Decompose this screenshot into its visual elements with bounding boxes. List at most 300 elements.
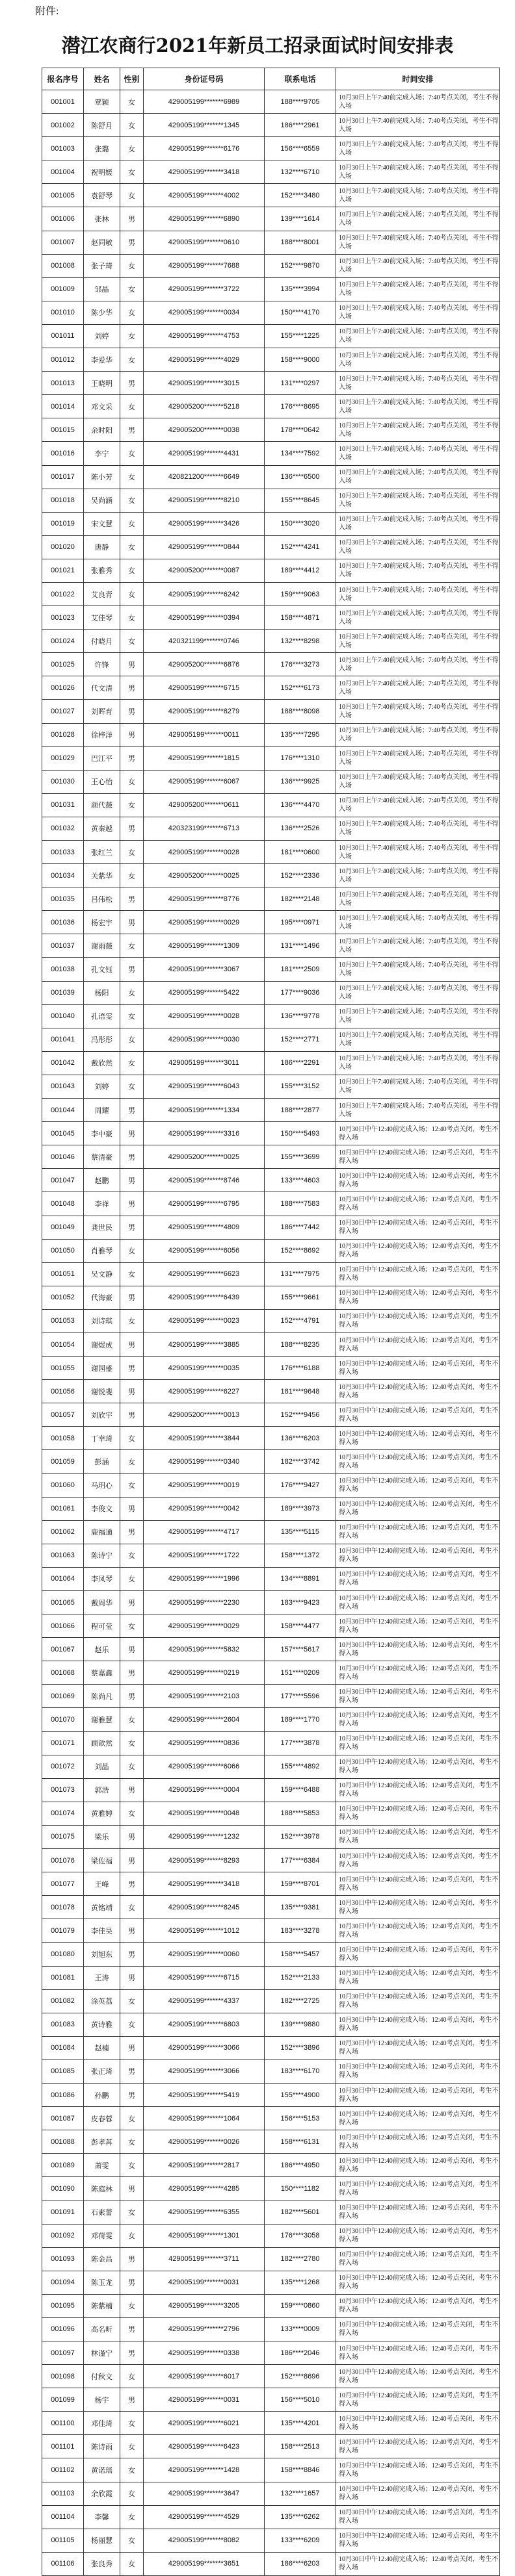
table-row <box>42 2552 500 2575</box>
cell-phone: 182****2148 <box>265 887 336 911</box>
cell-gender: 男 <box>120 1685 144 1708</box>
cell-registration-no: 001063 <box>42 1544 84 1567</box>
cell-schedule: 10月30日上午7:40前完成入场；7:40考点关闭，考生不得入场 <box>336 582 500 606</box>
header-phone: 联系电话 <box>265 68 336 90</box>
table-row <box>42 817 500 840</box>
cell-registration-no: 001043 <box>42 1075 84 1098</box>
cell-phone: 133****0009 <box>265 2317 336 2341</box>
cell-phone: 176****8695 <box>265 395 336 418</box>
cell-gender: 女 <box>120 1731 144 1755</box>
cell-schedule: 10月30日中午12:40前完成入场；12:40考点关闭，考生不得入场 <box>336 2458 500 2482</box>
cell-name: 王心怡 <box>84 770 120 793</box>
cell-registration-no: 001007 <box>42 231 84 254</box>
cell-registration-no: 001012 <box>42 348 84 372</box>
cell-id-number: 429005199*******3015 <box>144 372 265 395</box>
cell-name: 邓荷雯 <box>84 2224 120 2247</box>
cell-phone: 152****9456 <box>265 1403 336 1427</box>
table-row <box>42 700 500 723</box>
cell-id-number: 429005199*******6439 <box>144 1286 265 1309</box>
cell-gender: 女 <box>120 864 144 887</box>
cell-schedule: 10月30日上午7:40前完成入场；7:40考点关闭，考生不得入场 <box>336 934 500 958</box>
cell-name: 赵同敏 <box>84 231 120 254</box>
cell-id-number: 429005199*******0394 <box>144 606 265 630</box>
cell-schedule: 10月30日上午7:40前完成入场；7:40考点关闭，考生不得入场 <box>336 746 500 770</box>
cell-gender: 女 <box>120 2200 144 2224</box>
cell-name: 鹿福通 <box>84 1520 120 1544</box>
cell-name: 吴文静 <box>84 1262 120 1286</box>
cell-registration-no: 001033 <box>42 841 84 864</box>
cell-id-number: 429005199*******1301 <box>144 2224 265 2247</box>
cell-name: 石素蕾 <box>84 2200 120 2224</box>
cell-schedule: 10月30日中午12:40前完成入场；12:40考点关闭，考生不得入场 <box>336 1192 500 1216</box>
cell-id-number: 429005199*******0034 <box>144 301 265 324</box>
cell-name: 陈诗宁 <box>84 1544 120 1567</box>
cell-registration-no: 001066 <box>42 1614 84 1638</box>
cell-registration-no: 001044 <box>42 1099 84 1122</box>
cell-id-number: 429005199*******0031 <box>144 2271 265 2294</box>
cell-schedule: 10月30日中午12:40前完成入场；12:40考点关闭，考生不得入场 <box>336 2060 500 2083</box>
cell-schedule: 10月30日中午12:40前完成入场；12:40考点关闭，考生不得入场 <box>336 1216 500 1239</box>
cell-phone: 139****1614 <box>265 207 336 231</box>
cell-schedule: 10月30日上午7:40前完成入场；7:40考点关闭，考生不得入场 <box>336 841 500 864</box>
cell-gender: 女 <box>120 395 144 418</box>
cell-gender: 男 <box>120 1357 144 1380</box>
cell-phone: 176****6188 <box>265 1357 336 1380</box>
cell-name: 李俊文 <box>84 1497 120 1520</box>
cell-schedule: 10月30日中午12:40前完成入场；12:40考点关闭，考生不得入场 <box>336 2552 500 2575</box>
cell-name: 刘婷 <box>84 324 120 348</box>
cell-id-number: 429005199*******0030 <box>144 1028 265 1051</box>
cell-name: 余时阳 <box>84 418 120 442</box>
annex-label: 附件: <box>35 6 59 17</box>
table-row <box>42 887 500 911</box>
cell-name: 马玥心 <box>84 1473 120 1497</box>
cell-registration-no: 001069 <box>42 1685 84 1708</box>
cell-phone: 189****1770 <box>265 1708 336 1731</box>
cell-registration-no: 001001 <box>42 90 84 114</box>
table-row <box>42 1520 500 1544</box>
table-row <box>42 1262 500 1286</box>
cell-schedule: 10月30日上午7:40前完成入场；7:40考点关闭，考生不得入场 <box>336 395 500 418</box>
cell-name: 谢煜成 <box>84 1333 120 1356</box>
cell-name: 谢雅慧 <box>84 1708 120 1731</box>
cell-gender: 女 <box>120 1075 144 1098</box>
cell-phone: 152****3978 <box>265 1825 336 1848</box>
cell-id-number: 429005199*******0031 <box>144 2388 265 2412</box>
cell-name: 张林 <box>84 207 120 231</box>
cell-id-number: 429005199*******3066 <box>144 2060 265 2083</box>
cell-gender: 女 <box>120 137 144 160</box>
table-row <box>42 653 500 676</box>
table-row <box>42 2294 500 2317</box>
header-schedule: 时间安排 <box>336 68 500 90</box>
cell-schedule: 10月30日中午12:40前完成入场；12:40考点关闭，考生不得入场 <box>336 1333 500 1356</box>
cell-gender: 男 <box>120 372 144 395</box>
cell-registration-no: 001083 <box>42 2013 84 2036</box>
table-row <box>42 1004 500 1028</box>
cell-id-number: 429005199*******0035 <box>144 1357 265 1380</box>
cell-name: 颜代薇 <box>84 793 120 817</box>
cell-name: 张良秀 <box>84 2552 120 2575</box>
table-row <box>42 1099 500 1122</box>
cell-gender: 男 <box>120 958 144 981</box>
table-row <box>42 465 500 489</box>
cell-name: 皮春蓉 <box>84 2107 120 2130</box>
cell-schedule: 10月30日中午12:40前完成入场；12:40考点关闭，考生不得入场 <box>336 1825 500 1848</box>
cell-gender: 女 <box>120 184 144 207</box>
cell-gender: 女 <box>120 1239 144 1262</box>
table-row <box>42 1145 500 1169</box>
cell-name: 刘晶 <box>84 1755 120 1778</box>
cell-registration-no: 001096 <box>42 2317 84 2341</box>
table-row <box>42 2388 500 2412</box>
cell-name: 丁幸琦 <box>84 1427 120 1450</box>
cell-phone: 150****5493 <box>265 1122 336 1145</box>
cell-registration-no: 001062 <box>42 1520 84 1544</box>
cell-registration-no: 001081 <box>42 1966 84 1989</box>
cell-schedule: 10月30日中午12:40前完成入场；12:40考点关闭，考生不得入场 <box>336 1544 500 1567</box>
cell-id-number: 429005199*******0219 <box>144 1661 265 1685</box>
cell-id-number: 429005199*******3711 <box>144 2247 265 2271</box>
cell-registration-no: 001002 <box>42 114 84 137</box>
cell-gender: 女 <box>120 301 144 324</box>
cell-schedule: 10月30日中午12:40前完成入场；12:40考点关闭，考生不得入场 <box>336 1966 500 1989</box>
table-row <box>42 1685 500 1708</box>
cell-schedule: 10月30日中午12:40前完成入场；12:40考点关闭，考生不得入场 <box>336 2365 500 2388</box>
cell-schedule: 10月30日中午12:40前完成入场；12:40考点关闭，考生不得入场 <box>336 2412 500 2435</box>
cell-schedule: 10月30日中午12:40前完成入场；12:40考点关闭，考生不得入场 <box>336 2177 500 2200</box>
cell-schedule: 10月30日中午12:40前完成入场；12:40考点关闭，考生不得入场 <box>336 1638 500 1661</box>
table-row <box>42 723 500 746</box>
cell-registration-no: 001020 <box>42 535 84 559</box>
cell-gender: 女 <box>120 324 144 348</box>
cell-schedule: 10月30日上午7:40前完成入场；7:40考点关闭，考生不得入场 <box>336 324 500 348</box>
table-row <box>42 2435 500 2458</box>
cell-gender: 男 <box>120 676 144 700</box>
cell-schedule: 10月30日中午12:40前完成入场；12:40考点关闭，考生不得入场 <box>336 1849 500 1872</box>
cell-registration-no: 001016 <box>42 442 84 465</box>
cell-id-number: 429005199*******0610 <box>144 231 265 254</box>
table-row <box>42 2458 500 2482</box>
cell-gender: 男 <box>120 2247 144 2271</box>
cell-id-number: 429005199*******3418 <box>144 160 265 184</box>
cell-phone: 188****5853 <box>265 1802 336 1825</box>
cell-name: 艾佳琴 <box>84 606 120 630</box>
cell-schedule: 10月30日上午7:40前完成入场；7:40考点关闭，考生不得入场 <box>336 864 500 887</box>
cell-id-number: 429005199*******3316 <box>144 1122 265 1145</box>
cell-id-number: 429005199*******0844 <box>144 535 265 559</box>
cell-phone: 152****3480 <box>265 184 336 207</box>
cell-name: 谢园盛 <box>84 1357 120 1380</box>
cell-name: 黄秦越 <box>84 817 120 840</box>
cell-id-number: 429005199*******4809 <box>144 1216 265 1239</box>
cell-schedule: 10月30日中午12:40前完成入场；12:40考点关闭，考生不得入场 <box>336 2130 500 2154</box>
cell-id-number: 429005199*******0042 <box>144 1497 265 1520</box>
cell-gender: 男 <box>120 1966 144 1989</box>
cell-phone: 135****6262 <box>265 2505 336 2529</box>
cell-schedule: 10月30日中午12:40前完成入场；12:40考点关闭，考生不得入场 <box>336 1520 500 1544</box>
cell-registration-no: 001064 <box>42 1567 84 1590</box>
cell-name: 唐静 <box>84 535 120 559</box>
cell-id-number: 429005199*******1345 <box>144 114 265 137</box>
cell-schedule: 10月30日上午7:40前完成入场；7:40考点关闭，考生不得入场 <box>336 465 500 489</box>
cell-schedule: 10月30日中午12:40前完成入场；12:40考点关闭，考生不得入场 <box>336 1708 500 1731</box>
cell-id-number: 429005199*******1334 <box>144 1099 265 1122</box>
table-row <box>42 489 500 512</box>
cell-schedule: 10月30日中午12:40前完成入场；12:40考点关闭，考生不得入场 <box>336 1919 500 1943</box>
cell-schedule: 10月30日上午7:40前完成入场；7:40考点关闭，考生不得入场 <box>336 1028 500 1051</box>
cell-registration-no: 001046 <box>42 1145 84 1169</box>
table-row <box>42 2505 500 2529</box>
cell-schedule: 10月30日中午12:40前完成入场；12:40考点关闭，考生不得入场 <box>336 2341 500 2365</box>
table-row <box>42 184 500 207</box>
cell-registration-no: 001003 <box>42 137 84 160</box>
cell-gender: 男 <box>120 1520 144 1544</box>
table-row <box>42 582 500 606</box>
cell-id-number: 429005199*******0026 <box>144 2130 265 2154</box>
cell-registration-no: 001013 <box>42 372 84 395</box>
table-row <box>42 324 500 348</box>
cell-phone: 131****7975 <box>265 1262 336 1286</box>
cell-registration-no: 001029 <box>42 746 84 770</box>
cell-id-number: 429005199*******6056 <box>144 1239 265 1262</box>
cell-phone: 189****3973 <box>265 1497 336 1520</box>
cell-id-number: 429005199*******6989 <box>144 90 265 114</box>
cell-id-number: 429005200*******0038 <box>144 418 265 442</box>
cell-schedule: 10月30日上午7:40前完成入场；7:40考点关闭，考生不得入场 <box>336 1051 500 1075</box>
cell-phone: 150****4170 <box>265 301 336 324</box>
cell-name: 李中豪 <box>84 1122 120 1145</box>
cell-gender: 女 <box>120 1427 144 1450</box>
cell-phone: 158****6131 <box>265 2130 336 2154</box>
cell-gender: 男 <box>120 1333 144 1356</box>
cell-schedule: 10月30日上午7:40前完成入场；7:40考点关闭，考生不得入场 <box>336 114 500 137</box>
cell-phone: 177****9036 <box>265 981 336 1004</box>
cell-phone: 186****4950 <box>265 2154 336 2177</box>
cell-schedule: 10月30日上午7:40前完成入场；7:40考点关闭，考生不得入场 <box>336 911 500 934</box>
cell-id-number: 429005199*******3418 <box>144 1872 265 1896</box>
cell-registration-no: 001103 <box>42 2482 84 2505</box>
cell-registration-no: 001040 <box>42 1004 84 1028</box>
cell-name: 戴周华 <box>84 1591 120 1614</box>
cell-id-number: 429005199*******3426 <box>144 512 265 535</box>
cell-id-number: 429005199*******8279 <box>144 700 265 723</box>
cell-phone: 178****0642 <box>265 418 336 442</box>
cell-gender: 女 <box>120 2552 144 2575</box>
table-row <box>42 1614 500 1638</box>
table-row <box>42 2200 500 2224</box>
cell-id-number: 429005199*******6423 <box>144 2435 265 2458</box>
cell-name: 黄铭靖 <box>84 1896 120 1919</box>
cell-gender: 男 <box>120 817 144 840</box>
cell-registration-no: 001025 <box>42 653 84 676</box>
cell-name: 赵楠 <box>84 2036 120 2060</box>
cell-registration-no: 001070 <box>42 1708 84 1731</box>
cell-gender: 男 <box>120 1403 144 1427</box>
cell-schedule: 10月30日中午12:40前完成入场；12:40考点关闭，考生不得入场 <box>336 2271 500 2294</box>
cell-gender: 男 <box>120 911 144 934</box>
cell-gender: 男 <box>120 1872 144 1896</box>
table-row <box>42 1075 500 1098</box>
cell-id-number: 429005199*******6795 <box>144 1192 265 1216</box>
cell-schedule: 10月30日上午7:40前完成入场；7:40考点关闭，考生不得入场 <box>336 512 500 535</box>
cell-phone: 186****2291 <box>265 1051 336 1075</box>
cell-id-number: 429005199*******3722 <box>144 277 265 301</box>
cell-id-number: 429005199*******4029 <box>144 348 265 372</box>
cell-gender: 女 <box>120 535 144 559</box>
cell-id-number: 429005199*******3205 <box>144 2294 265 2317</box>
cell-id-number: 429005200*******0611 <box>144 793 265 817</box>
table-row <box>42 2224 500 2247</box>
cell-id-number: 429005199*******2817 <box>144 2154 265 2177</box>
cell-phone: 135****5115 <box>265 1520 336 1544</box>
cell-phone: 158****9000 <box>265 348 336 372</box>
table-row <box>42 864 500 887</box>
cell-name: 吕伟松 <box>84 887 120 911</box>
cell-phone: 182****2725 <box>265 1989 336 2013</box>
cell-registration-no: 001051 <box>42 1262 84 1286</box>
table-row <box>42 1919 500 1943</box>
cell-gender: 男 <box>120 1169 144 1192</box>
table-row <box>42 770 500 793</box>
cell-phone: 131****0297 <box>265 372 336 395</box>
cell-name: 陈玉龙 <box>84 2271 120 2294</box>
cell-phone: 133****6209 <box>265 2529 336 2552</box>
cell-phone: 158****4477 <box>265 1614 336 1638</box>
cell-registration-no: 001022 <box>42 582 84 606</box>
cell-registration-no: 001014 <box>42 395 84 418</box>
cell-schedule: 10月30日上午7:40前完成入场；7:40考点关闭，考生不得入场 <box>336 348 500 372</box>
cell-phone: 150****1182 <box>265 2177 336 2200</box>
cell-id-number: 429005199*******6227 <box>144 1380 265 1403</box>
cell-schedule: 10月30日上午7:40前完成入场；7:40考点关闭，考生不得入场 <box>336 958 500 981</box>
cell-registration-no: 001097 <box>42 2341 84 2365</box>
cell-name: 陈舒月 <box>84 114 120 137</box>
cell-gender: 男 <box>120 1216 144 1239</box>
cell-phone: 150****3020 <box>265 512 336 535</box>
cell-schedule: 10月30日上午7:40前完成入场；7:40考点关闭，考生不得入场 <box>336 887 500 911</box>
cell-phone: 159****8701 <box>265 1872 336 1896</box>
cell-id-number: 429005199*******0338 <box>144 2341 265 2365</box>
cell-registration-no: 001036 <box>42 911 84 934</box>
cell-name: 李佳昊 <box>84 1919 120 1943</box>
cell-phone: 188****8001 <box>265 231 336 254</box>
cell-registration-no: 001055 <box>42 1357 84 1380</box>
table-row <box>42 90 500 114</box>
table-row <box>42 137 500 160</box>
table-row <box>42 1309 500 1333</box>
cell-phone: 176****3273 <box>265 653 336 676</box>
table-row <box>42 2177 500 2200</box>
cell-registration-no: 001047 <box>42 1169 84 1192</box>
cell-schedule: 10月30日上午7:40前完成入场；7:40考点关闭，考生不得入场 <box>336 770 500 793</box>
cell-gender: 女 <box>120 1989 144 2013</box>
cell-id-number: 429005200*******5218 <box>144 395 265 418</box>
cell-phone: 188****7583 <box>265 1192 336 1216</box>
cell-phone: 135****1268 <box>265 2271 336 2294</box>
cell-phone: 182****3742 <box>265 1450 336 1473</box>
cell-phone: 134****7592 <box>265 442 336 465</box>
cell-phone: 134****8891 <box>265 1567 336 1590</box>
cell-name: 蔡嘉鑫 <box>84 1661 120 1685</box>
cell-gender: 女 <box>120 2458 144 2482</box>
table-row <box>42 418 500 442</box>
cell-phone: 132****6710 <box>265 160 336 184</box>
cell-name: 黄诗雅 <box>84 2013 120 2036</box>
cell-gender: 男 <box>120 700 144 723</box>
cell-gender: 男 <box>120 2341 144 2365</box>
cell-phone: 186****2046 <box>265 2341 336 2365</box>
cell-gender: 女 <box>120 1567 144 1590</box>
table-row <box>42 793 500 817</box>
cell-schedule: 10月30日上午7:40前完成入场；7:40考点关闭，考生不得入场 <box>336 442 500 465</box>
cell-registration-no: 001090 <box>42 2177 84 2200</box>
table-row <box>42 1872 500 1896</box>
table-row <box>42 1403 500 1427</box>
table-row <box>42 559 500 582</box>
cell-phone: 135****9381 <box>265 1896 336 1919</box>
cell-name: 彭孝苒 <box>84 2130 120 2154</box>
cell-name: 程可莹 <box>84 1614 120 1638</box>
cell-name: 梁佐福 <box>84 1849 120 1872</box>
cell-gender: 男 <box>120 2060 144 2083</box>
cell-gender: 女 <box>120 770 144 793</box>
cell-registration-no: 001045 <box>42 1122 84 1145</box>
cell-schedule: 10月30日中午12:40前完成入场；12:40考点关闭，考生不得入场 <box>336 2482 500 2505</box>
cell-name: 黄雅婷 <box>84 1802 120 1825</box>
cell-registration-no: 001075 <box>42 1825 84 1848</box>
cell-phone: 155****4900 <box>265 2083 336 2106</box>
cell-phone: 136****9925 <box>265 770 336 793</box>
table-row <box>42 1216 500 1239</box>
cell-registration-no: 001099 <box>42 2388 84 2412</box>
cell-gender: 男 <box>120 1661 144 1685</box>
cell-gender: 女 <box>120 793 144 817</box>
cell-id-number: 429005199*******4002 <box>144 184 265 207</box>
cell-id-number: 429005199*******0060 <box>144 1943 265 1966</box>
cell-gender: 女 <box>120 442 144 465</box>
cell-gender: 男 <box>120 231 144 254</box>
cell-name: 张正琦 <box>84 2060 120 2083</box>
cell-gender: 女 <box>120 1028 144 1051</box>
cell-schedule: 10月30日上午7:40前完成入场；7:40考点关闭，考生不得入场 <box>336 723 500 746</box>
cell-gender: 男 <box>120 2177 144 2200</box>
table-row <box>42 348 500 372</box>
cell-phone: 152****4791 <box>265 1309 336 1333</box>
cell-schedule: 10月30日中午12:40前完成入场；12:40考点关闭，考生不得入场 <box>336 1731 500 1755</box>
cell-id-number: 429005199*******4431 <box>144 442 265 465</box>
table-row <box>42 1028 500 1051</box>
cell-gender: 女 <box>120 2435 144 2458</box>
cell-gender: 男 <box>120 1286 144 1309</box>
cell-schedule: 10月30日上午7:40前完成入场；7:40考点关闭，考生不得入场 <box>336 1004 500 1028</box>
cell-registration-no: 001078 <box>42 1896 84 1919</box>
table-row <box>42 2247 500 2271</box>
cell-id-number: 429005199*******0340 <box>144 1450 265 1473</box>
cell-registration-no: 001034 <box>42 864 84 887</box>
cell-phone: 195****0971 <box>265 911 336 934</box>
cell-name: 谢锐斐 <box>84 1380 120 1403</box>
table-row <box>42 2130 500 2154</box>
cell-phone: 132****8298 <box>265 630 336 653</box>
cell-phone: 135****4201 <box>265 2412 336 2435</box>
cell-registration-no: 001005 <box>42 184 84 207</box>
cell-phone: 176****3058 <box>265 2224 336 2247</box>
cell-name: 邓佳琦 <box>84 2412 120 2435</box>
cell-id-number: 429005199*******8293 <box>144 1849 265 1872</box>
cell-schedule: 10月30日中午12:40前完成入场；12:40考点关闭，考生不得入场 <box>336 2505 500 2529</box>
cell-name: 覃颖 <box>84 90 120 114</box>
